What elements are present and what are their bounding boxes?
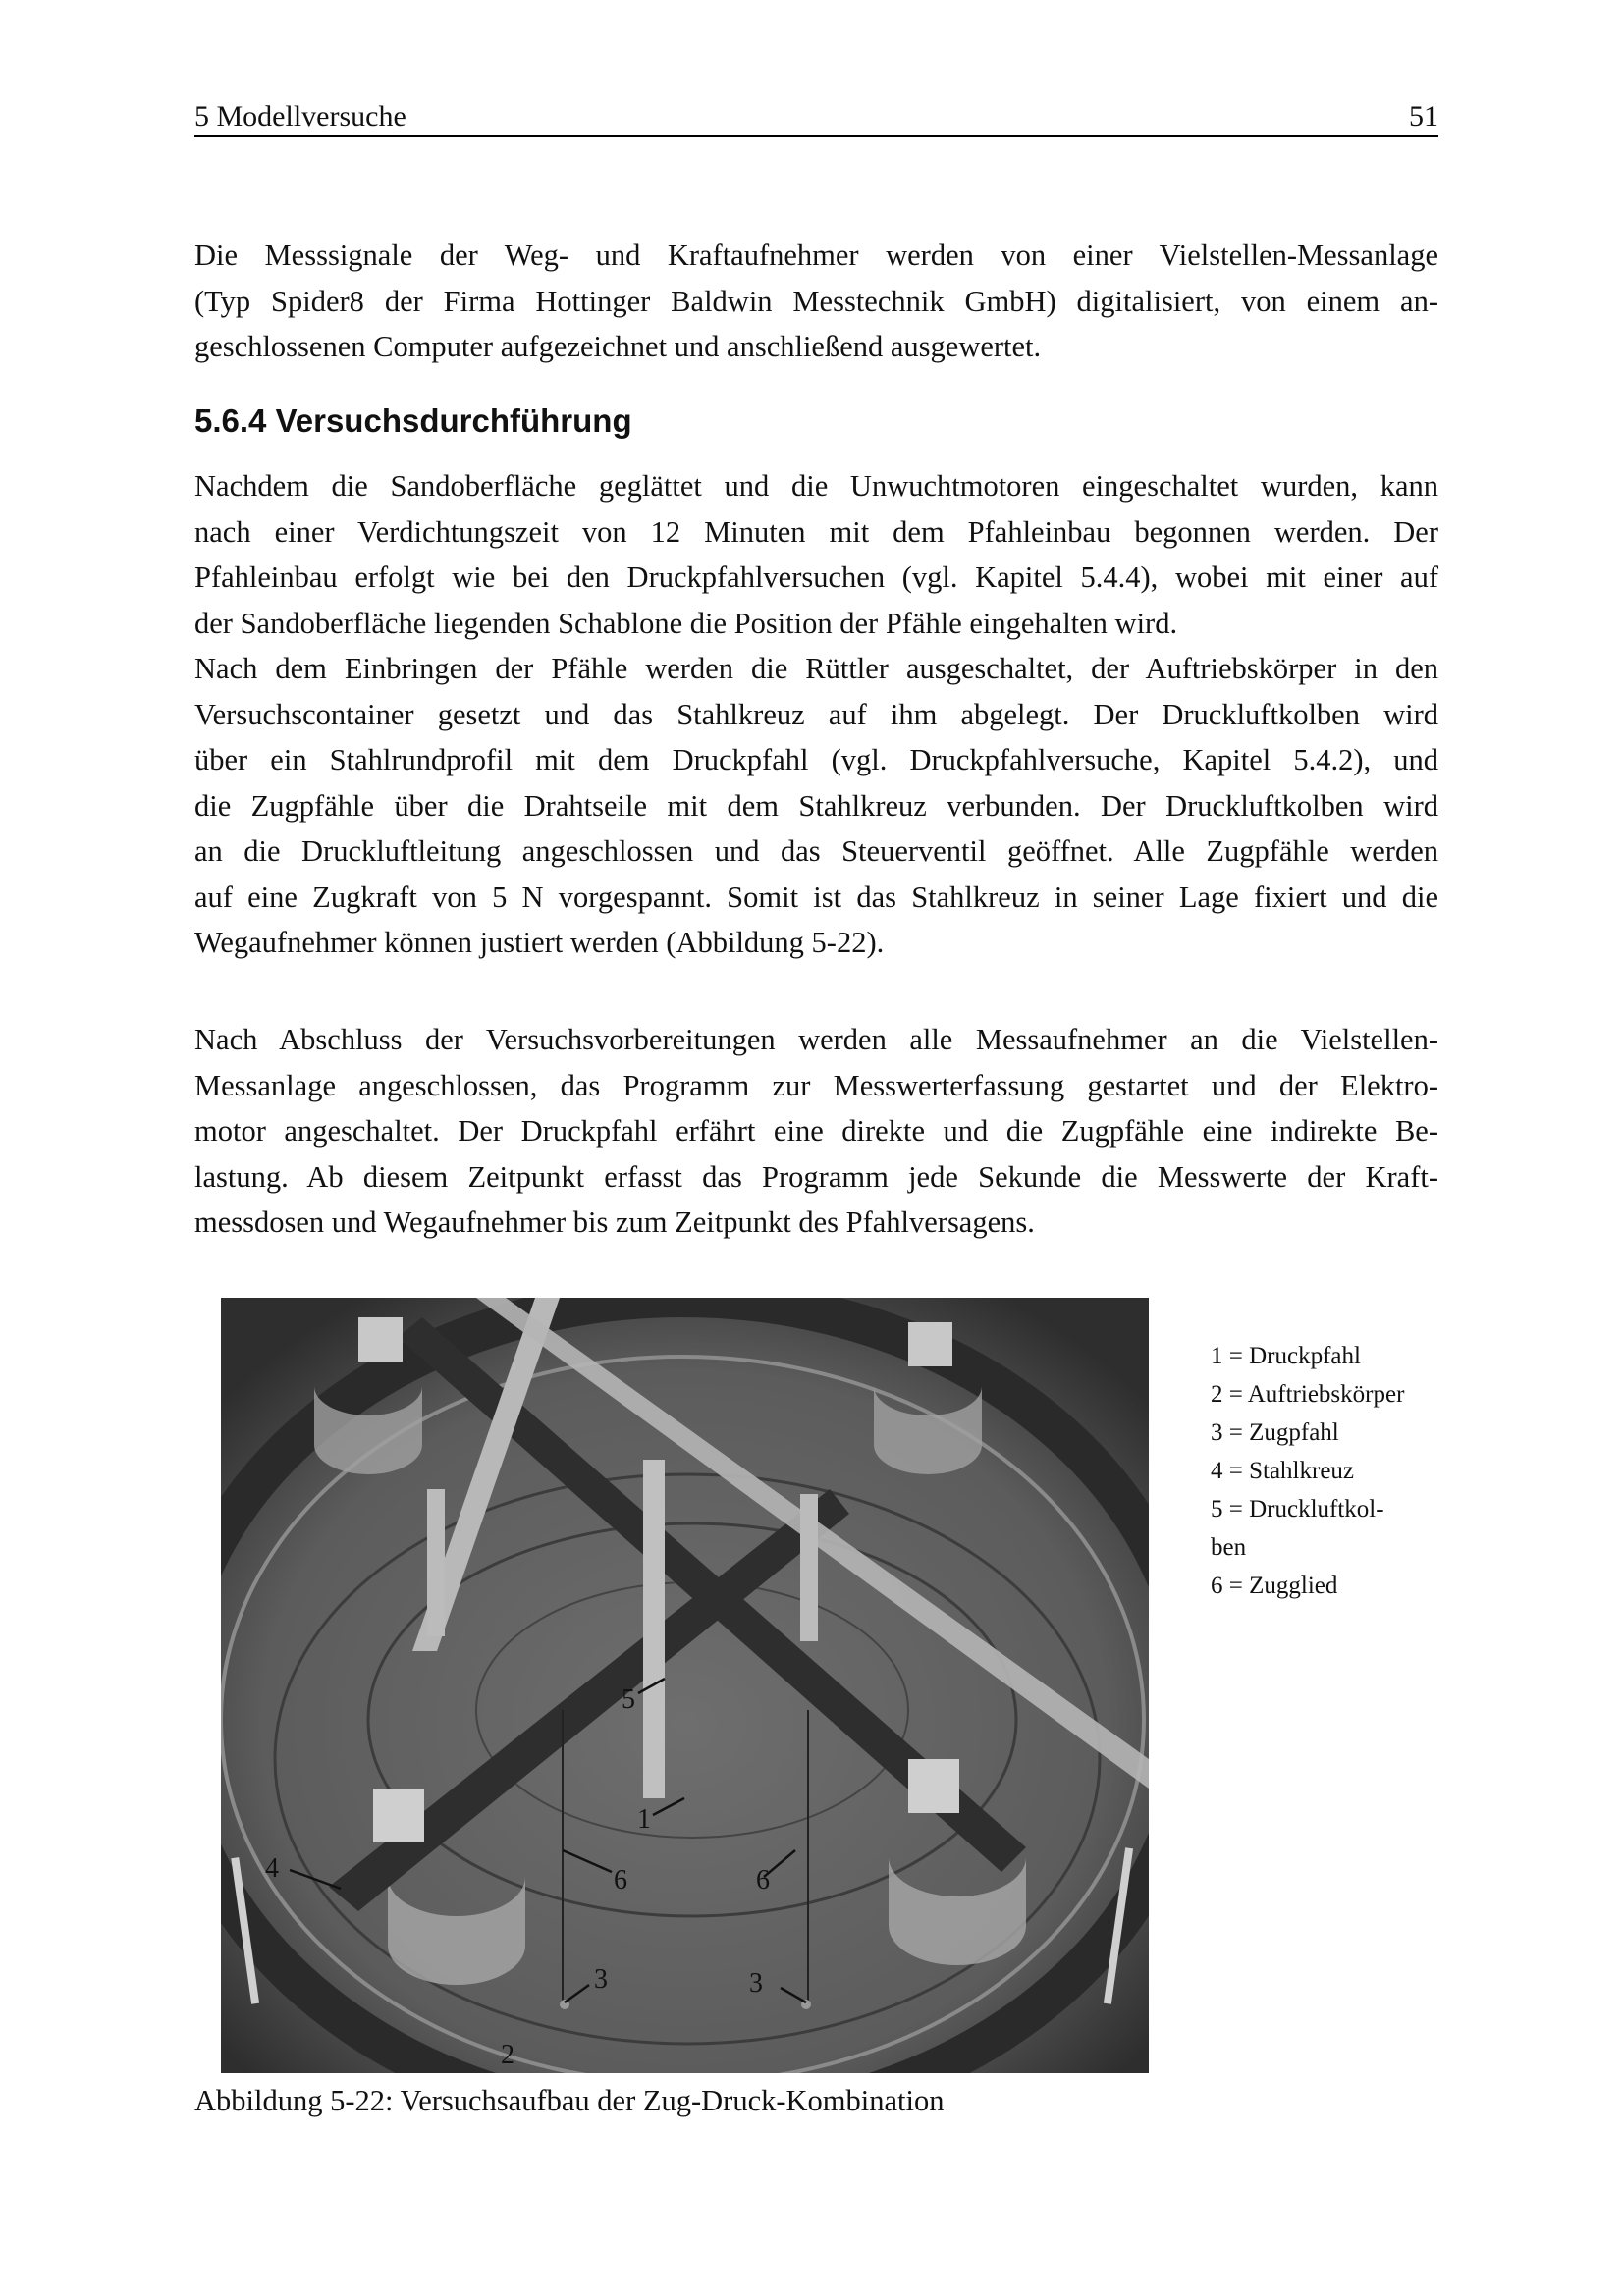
page-number: 51 [1409, 100, 1438, 133]
legend-item: 5 = Druckluftkol- [1211, 1496, 1384, 1522]
text-line: messdosen und Wegaufnehmer bis zum Zeitpunkt des Pfahlversagens. [194, 1205, 1035, 1239]
setup-photo [221, 1298, 1149, 2073]
text-line: (Typ Spider8 der Firma Hottinger Baldwin Messtechnik GmbH) digitalisiert, von einem an- [194, 284, 1438, 318]
intro-paragraph [194, 233, 1438, 370]
text-line: Nach Abschluss der Versuchsvorbereitungen werden alle Messaufnehmer an die Vielstellen- [194, 1023, 1438, 1056]
section-heading: 5.6.4 Versuchsdurchführung [194, 402, 632, 439]
photo-label-6b: 6 [756, 1865, 770, 1896]
text-line: Nachdem die Sandoberfläche geglättet und die Unwuchtmotoren eingeschaltet wurden, kann [194, 469, 1438, 503]
legend-item: 2 = Auftriebskörper [1211, 1381, 1405, 1408]
text-line: auf eine Zugkraft von 5 N vorgespannt. Somit ist das Stahlkreuz in seiner Lage fixiert und die [194, 880, 1438, 914]
photo-label-2: 2 [501, 2040, 514, 2070]
text-line: Nach dem Einbringen der Pfähle werden die Rüttler ausgeschaltet, der Auftriebskörper in den [194, 652, 1438, 685]
legend-item: 3 = Zugpfahl [1211, 1419, 1339, 1446]
running-header [194, 98, 1438, 137]
text-line: Versuchscontainer gesetzt und das Stahlkreuz auf ihm abgelegt. Der Druckluftkolben wird [194, 697, 1438, 731]
text-line: der Sandoberfläche liegenden Schablone die Position der Pfähle eingehalten wird. [194, 606, 1178, 640]
text-line: nach einer Verdichtungszeit von 12 Minuten mit dem Pfahleinbau begonnen werden. Der [194, 514, 1438, 549]
photo-label-4: 4 [265, 1853, 279, 1884]
text-line: die Zugpfähle über die Drahtseile mit dem Stahlkreuz verbunden. Der Druckluftkolben wird [194, 788, 1438, 823]
text-line: Pfahleinbau erfolgt wie bei den Druckpfahlversuchen (vgl. Kapitel 5.4.4), wobei mit einer auf [194, 561, 1438, 594]
text-line: motor angeschaltet. Der Druckpfahl erfährt eine direkte und die Zugpfähle eine indirekte Be- [194, 1114, 1438, 1148]
legend-item: ben [1211, 1534, 1247, 1561]
text-line: geschlossenen Computer aufgezeichnet und anschließend ausgewertet. [194, 330, 1042, 363]
text-line: Die Messsignale der Weg- und Kraftaufnehmer werden von einer Vielstellen-Messanlage [194, 239, 1438, 272]
photo-label-3b: 3 [749, 1968, 763, 1999]
photo-label-5: 5 [622, 1684, 635, 1715]
legend-item: 6 = Zugglied [1211, 1573, 1338, 1599]
body-paragraph-1 [194, 463, 1438, 966]
text-line: über ein Stahlrundprofil mit dem Druckpfahl (vgl. Druckpfahlversuche, Kapitel 5.4.2), und [194, 743, 1438, 776]
legend-item: 4 = Stahlkreuz [1211, 1458, 1355, 1484]
text-line: Messanlage angeschlossen, das Programm zur Messwerterfassung gestartet und der Elektro- [194, 1068, 1438, 1102]
chapter-title: 5 Modellversuche [194, 100, 406, 133]
figure-caption: Abbildung 5-22: Versuchsaufbau der Zug-Druck-Kombination [194, 2084, 945, 2117]
text-line: lastung. Ab diesem Zeitpunkt erfasst das Programm jede Sekunde die Messwerte der Kraft- [194, 1159, 1438, 1194]
figure-legend [1211, 1337, 1404, 1605]
text-line: Wegaufnehmer können justiert werden (Abbildung 5-22). [194, 926, 885, 959]
text-line: an die Druckluftleitung angeschlossen und das Steuerventil geöffnet. Alle Zugpfähle werden [194, 834, 1438, 868]
legend-item: 1 = Druckpfahl [1211, 1343, 1361, 1369]
body-paragraph-2 [194, 1017, 1438, 1246]
photo-label-1: 1 [637, 1804, 651, 1835]
photo-label-3a: 3 [594, 1964, 608, 1995]
photo-label-6a: 6 [614, 1865, 627, 1896]
